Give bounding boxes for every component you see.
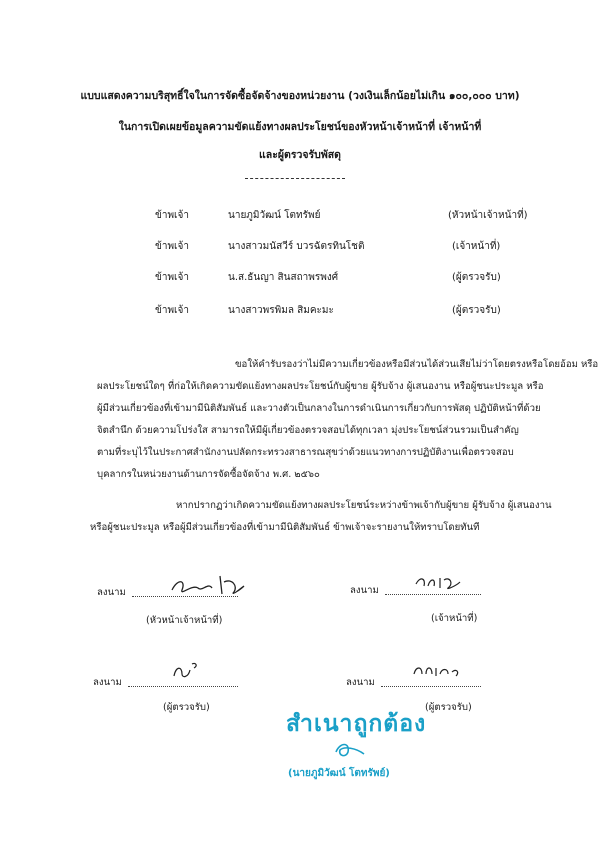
declarant-role: (หัวหน้าเจ้าหน้าที่) xyxy=(448,210,528,221)
declarant-label: ข้าพเจ้า xyxy=(155,305,189,316)
paragraph-2-line: หากปรากฏว่าเกิดความขัดแย้งทางผลประโยชน์ระหว่างข้าพเจ้ากับผู้ขาย ผู้รับจ้าง ผู้เสนองาน xyxy=(176,500,552,511)
declarant-row xyxy=(0,208,600,224)
paragraph-2-line: หรือผู้ชนะประมูล หรือผู้มีส่วนเกี่ยวข้องที่เข้ามามีนิติสัมพันธ์ ข้าพเจ้าจะรายงานให้ทราบโดยทันที xyxy=(90,522,480,533)
declarant-label: ข้าพเจ้า xyxy=(155,272,189,283)
paragraph-1-line: จิตสำนึก ด้วยความโปร่งใส สามารถให้มีผู้เกี่ยวข้องตรวจสอบได้ทุกเวลา มุ่งประโยชน์ส่วนรวมเป็นสำคัญ xyxy=(97,425,519,436)
handwritten-signature xyxy=(168,572,246,598)
paragraph-1-line: บุคลากรในหน่วยงานด้านการจัดซื้อจัดจ้าง พ.ศ. ๒๕๖๐ xyxy=(97,469,320,480)
declarant-name: นายภูมิวัฒน์ โตทรัพย์ xyxy=(228,210,321,221)
certified-copy-stamp: สำเนาถูกต้อง xyxy=(286,711,427,737)
declarant-row xyxy=(0,270,600,286)
document-title-line-1: แบบแสดงความบริสุทธิ์ใจในการจัดซื้อจัดจ้างของหน่วยงาน (วงเงินเล็กน้อยไม่เกิน ๑๐๐,๐๐๐ บาท) xyxy=(80,90,520,102)
signer-role: (ผู้ตรวจรับ) xyxy=(425,702,472,713)
sign-label: ลงนาม xyxy=(346,677,375,688)
signature-line xyxy=(385,594,481,595)
paragraph-1-line: ขอให้คำรับรองว่าไม่มีความเกี่ยวข้องหรือมีส่วนได้ส่วนเสียไม่ว่าโดยตรงหรือโดยอ้อม หรือ xyxy=(235,359,599,370)
handwritten-signature xyxy=(410,660,462,680)
declarant-role: (ผู้ตรวจรับ) xyxy=(452,305,501,316)
document-title-line-3: และผู้ตรวจรับพัสดุ xyxy=(259,149,341,161)
sign-label: ลงนาม xyxy=(93,677,122,688)
paragraph-1-line: ผู้มีส่วนเกี่ยวข้องที่เข้ามามีนิติสัมพันธ์ และวางตัวเป็นกลางในการดำเนินการเกี่ยวกับการพัสดุ ปฏิบัติหน้าที่ด้วย xyxy=(97,403,541,414)
declarant-role: (ผู้ตรวจรับ) xyxy=(452,272,501,283)
declarant-name: นางสาวมนัสวีร์ บวรฉัตรทินโชติ xyxy=(228,241,365,252)
stamp-signer-name: (นายภูมิวัฒน์ โตทรัพย์) xyxy=(288,768,390,779)
stamp-signature xyxy=(330,738,370,760)
declarant-name: นางสาวพรพิมล สิมคะมะ xyxy=(228,305,334,316)
declarant-label: ข้าพเจ้า xyxy=(155,210,189,221)
signer-role: (ผู้ตรวจรับ) xyxy=(163,702,210,713)
handwritten-signature xyxy=(168,660,208,682)
title-divider xyxy=(245,178,345,179)
declarant-name: น.ส.ธันญา สินสถาพรพงศ์ xyxy=(228,272,339,283)
sign-label: ลงนาม xyxy=(97,587,126,598)
document-title-line-2: ในการเปิดเผยข้อมูลความขัดแย้งทางผลประโยชน์ของหัวหน้าเจ้าหน้าที่ เจ้าหน้าที่ xyxy=(118,121,482,133)
signer-role: (หัวหน้าเจ้าหน้าที่) xyxy=(146,615,223,626)
declarant-row xyxy=(0,239,600,255)
declarant-row xyxy=(0,303,600,319)
declarant-label: ข้าพเจ้า xyxy=(155,241,189,252)
paragraph-1-line: ตามที่ระบุไว้ในประกาศสำนักงานปลัดกระทรวงสาธารณสุขว่าด้วยแนวทางการปฏิบัติงานเพื่อตรวจสอบ xyxy=(97,447,514,458)
paragraph-1-line: ผลประโยชน์ใดๆ ที่ก่อให้เกิดความขัดแย้งทางผลประโยชน์กับผู้ขาย ผู้รับจ้าง ผู้เสนองาน หรือผู้ชนะประมูล หรือ xyxy=(97,381,544,392)
sign-label: ลงนาม xyxy=(350,585,379,596)
signature-line xyxy=(381,686,481,687)
signer-role: (เจ้าหน้าที่) xyxy=(431,613,478,624)
declarant-role: (เจ้าหน้าที่) xyxy=(452,241,501,252)
signature-line xyxy=(128,686,238,687)
handwritten-signature xyxy=(412,572,462,592)
